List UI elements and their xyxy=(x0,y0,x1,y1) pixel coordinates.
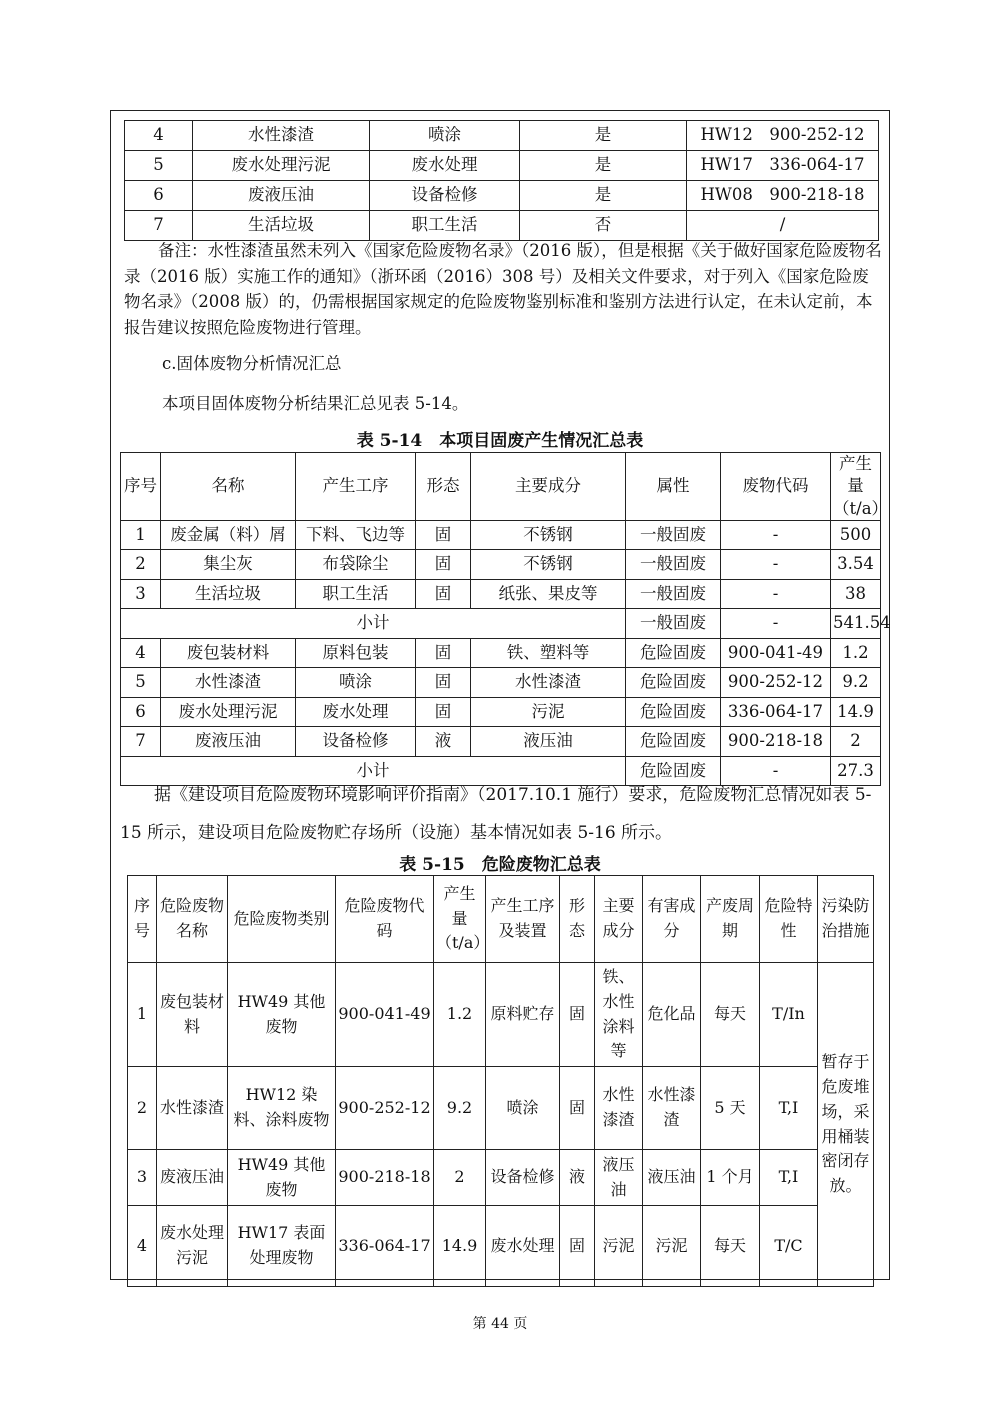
table-cell: 4 xyxy=(125,121,193,151)
column-header: 产废周期 xyxy=(701,876,760,963)
table-cell: - xyxy=(721,520,831,550)
table-cell: - xyxy=(721,550,831,580)
subtotal-attribute: 危险固废 xyxy=(626,756,721,786)
table-cell: 38 xyxy=(831,579,881,609)
table-cell: 4 xyxy=(128,1206,157,1287)
table-cell: 固 xyxy=(560,1067,595,1150)
table-cell: HW08 900-218-18 xyxy=(687,181,879,211)
table-cell: 14.9 xyxy=(434,1206,486,1287)
table-cell: 900-218-18 xyxy=(336,1150,434,1206)
table-cell: 设备检修 xyxy=(486,1150,560,1206)
column-header: 主要成分 xyxy=(595,876,643,963)
table-cell: 3 xyxy=(128,1150,157,1206)
table-row xyxy=(121,727,881,757)
table-cell: 液 xyxy=(416,727,471,757)
table-cell: 危险固废 xyxy=(626,668,721,698)
table-cell: 喷涂 xyxy=(370,121,520,151)
table-cell: 9.2 xyxy=(434,1067,486,1150)
table-cell: 喷涂 xyxy=(486,1067,560,1150)
table-cell: 废液压油 xyxy=(157,1150,228,1206)
table-cell: 生活垃圾 xyxy=(193,211,370,241)
table-cell: 336-064-17 xyxy=(336,1206,434,1287)
table-cell: 水性漆渣 xyxy=(161,668,296,698)
table-cell: 水性漆渣 xyxy=(157,1067,228,1150)
column-header: 序号 xyxy=(121,453,161,521)
table-cell: 1 xyxy=(128,963,157,1067)
table-cell: 固 xyxy=(416,638,471,668)
subtotal-code: - xyxy=(721,756,831,786)
para-hazard-summary: 据《建设项目危险废物环境影响评价指南》（2017.10.1 施行）要求，危险废物汇总情况如表 5-15 所示，建设项目危险废物贮存场所（设施）基本情况如表 5-16 所示。 xyxy=(120,785,872,843)
table-cell: 污泥 xyxy=(643,1206,701,1287)
table-cell: T,I xyxy=(760,1150,818,1206)
table-cell: 液压油 xyxy=(643,1150,701,1206)
table-cell: 废水处理污泥 xyxy=(161,697,296,727)
table-cell: 336-064-17 xyxy=(721,697,831,727)
subtotal-attribute: 一般固废 xyxy=(626,609,721,639)
table-cell: 2 xyxy=(831,727,881,757)
table-row xyxy=(121,697,881,727)
table-cell: 6 xyxy=(125,181,193,211)
table-cell: 废水处理污泥 xyxy=(193,151,370,181)
table-cell: 7 xyxy=(121,727,161,757)
table-cell: 原料贮存 xyxy=(486,963,560,1067)
table-cell: HW12 染料、涂料废物 xyxy=(228,1067,336,1150)
table-cell: / xyxy=(687,211,879,241)
table-cell: 一般固废 xyxy=(626,579,721,609)
column-header: 危险特性 xyxy=(760,876,818,963)
note-paragraph: 备注：水性漆渣虽然未列入《国家危险废物名录》（2016 版），但是根据《关于做好国家危险废物名录（2016 版）实施工作的通知》（浙环函（2016）308 号）及相关文件要求，对于列入《国家危险废物名录》（2008 版）的，仍需根据国家规定的危险废物鉴别标准和鉴别方法进行认定，在未认定前，本报告建议按照危险废物进行管理。 xyxy=(124,241,882,337)
table-row xyxy=(121,520,881,550)
column-header: 名称 xyxy=(161,453,296,521)
table-cell: T/C xyxy=(760,1206,818,1287)
table-cell: 职工生活 xyxy=(296,579,416,609)
table-cell: 否 xyxy=(520,211,687,241)
table-cell: 6 xyxy=(121,697,161,727)
table-cell: 900-252-12 xyxy=(721,668,831,698)
subtotal-amount: 27.3 xyxy=(831,756,881,786)
table-row xyxy=(128,1067,874,1150)
column-header: 产生工序 xyxy=(296,453,416,521)
table-cell: 一般固废 xyxy=(626,550,721,580)
column-header: 属性 xyxy=(626,453,721,521)
table-cell: 900-218-18 xyxy=(721,727,831,757)
table-cell: 不锈钢 xyxy=(471,520,626,550)
table-cell: 7 xyxy=(125,211,193,241)
table-cell: 水性漆渣 xyxy=(193,121,370,151)
table-cell: 水性漆渣 xyxy=(595,1067,643,1150)
table-cell: 固 xyxy=(416,579,471,609)
table-row xyxy=(121,638,881,668)
table-cell: 2 xyxy=(128,1067,157,1150)
subtotal-row xyxy=(121,609,881,639)
table-row xyxy=(125,211,879,241)
table-cell: 5 xyxy=(125,151,193,181)
table-row xyxy=(128,1150,874,1206)
table-cell: 1.2 xyxy=(831,638,881,668)
table-5-14 xyxy=(120,452,891,786)
table-cell: 废水处理污泥 xyxy=(157,1206,228,1287)
table-cell: 液压油 xyxy=(471,727,626,757)
table-cell: 生活垃圾 xyxy=(161,579,296,609)
table-cell: T,I xyxy=(760,1067,818,1150)
column-header: 污染防治措施 xyxy=(818,876,874,963)
table-cell: 每天 xyxy=(701,963,760,1067)
table-cell: 原料包装 xyxy=(296,638,416,668)
table-cell: 液压油 xyxy=(595,1150,643,1206)
table-row xyxy=(121,550,881,580)
table-cell: 4 xyxy=(121,638,161,668)
table-row xyxy=(125,151,879,181)
table-cell: 2 xyxy=(434,1150,486,1206)
table-cell: 废包装材料 xyxy=(157,963,228,1067)
table-cell: 废水处理 xyxy=(296,697,416,727)
column-header: 产生量（t/a） xyxy=(831,453,881,521)
table-header-row xyxy=(121,453,881,521)
table-cell: 喷涂 xyxy=(296,668,416,698)
column-header: 序号 xyxy=(128,876,157,963)
table-cell: 污泥 xyxy=(471,697,626,727)
table-cell: 纸张、果皮等 xyxy=(471,579,626,609)
table-cell: 1 xyxy=(121,520,161,550)
table-cell: 不锈钢 xyxy=(471,550,626,580)
table-row xyxy=(128,963,874,1067)
table-cell: 水性漆渣 xyxy=(471,668,626,698)
column-header: 危险废物类别 xyxy=(228,876,336,963)
column-header: 有害成分 xyxy=(643,876,701,963)
intro-paragraph: 本项目固体废物分析结果汇总见表 5-14。 xyxy=(162,394,469,413)
table-cell: 1.2 xyxy=(434,963,486,1067)
pollution-control-measure: 暂存于危废堆场，采用桶装密闭存放。 xyxy=(818,963,874,1287)
table-cell: 是 xyxy=(520,151,687,181)
column-header: 产生量（t/a） xyxy=(434,876,486,963)
column-header: 产生工序及装置 xyxy=(486,876,560,963)
table-cell: 危险固废 xyxy=(626,727,721,757)
table-cell: 9.2 xyxy=(831,668,881,698)
table-cell: 废液压油 xyxy=(193,181,370,211)
column-header: 主要成分 xyxy=(471,453,626,521)
table-cell: HW49 其他废物 xyxy=(228,963,336,1067)
table-cell: HW12 900-252-12 xyxy=(687,121,879,151)
table-cell: 废金属（料）屑 xyxy=(161,520,296,550)
table-cell: 废液压油 xyxy=(161,727,296,757)
table-cell: 危化品 xyxy=(643,963,701,1067)
table-cell: 5 xyxy=(121,668,161,698)
table-row xyxy=(128,1206,874,1287)
table-cell: 设备检修 xyxy=(296,727,416,757)
table-cell: 900-041-49 xyxy=(336,963,434,1067)
table-cell: HW49 其他废物 xyxy=(228,1150,336,1206)
table-cell: - xyxy=(721,579,831,609)
table-cell: 水性漆渣 xyxy=(643,1067,701,1150)
table-cell: 固 xyxy=(416,520,471,550)
table-cell: 3.54 xyxy=(831,550,881,580)
table-cell: 布袋除尘 xyxy=(296,550,416,580)
table-cell: T/In xyxy=(760,963,818,1067)
table-cell: HW17 336-064-17 xyxy=(687,151,879,181)
table-5-14-caption: 表 5-14 本项目固废产生情况汇总表 xyxy=(356,431,644,451)
subtotal-code: - xyxy=(721,609,831,639)
table-cell: 危险固废 xyxy=(626,638,721,668)
waste-identification-table xyxy=(124,120,879,241)
table-cell: 铁、水性涂料等 xyxy=(595,963,643,1067)
table-row xyxy=(125,181,879,211)
table-cell: 900-252-12 xyxy=(336,1067,434,1150)
table-cell: 设备检修 xyxy=(370,181,520,211)
table-cell: HW17 表面处理废物 xyxy=(228,1206,336,1287)
table-cell: 2 xyxy=(121,550,161,580)
table-cell: 液 xyxy=(560,1150,595,1206)
table-cell: 废水处理 xyxy=(370,151,520,181)
table-row xyxy=(125,121,879,151)
column-header: 形态 xyxy=(560,876,595,963)
table-cell: 是 xyxy=(520,181,687,211)
table-cell: 是 xyxy=(520,121,687,151)
table-header-row xyxy=(128,876,874,963)
table-cell: 900-041-49 xyxy=(721,638,831,668)
table-cell: 每天 xyxy=(701,1206,760,1287)
table-cell: 废包装材料 xyxy=(161,638,296,668)
table-cell: 3 xyxy=(121,579,161,609)
column-header: 废物代码 xyxy=(721,453,831,521)
page-number: 第 44 页 xyxy=(472,1316,528,1332)
subtotal-amount: 541.54 xyxy=(831,609,881,639)
table-cell: 14.9 xyxy=(831,697,881,727)
table-cell: 固 xyxy=(416,668,471,698)
column-header: 形态 xyxy=(416,453,471,521)
table-cell: 固 xyxy=(416,550,471,580)
table-cell: 5 天 xyxy=(701,1067,760,1150)
table-cell: 集尘灰 xyxy=(161,550,296,580)
column-header: 危险废物名称 xyxy=(157,876,228,963)
table-cell: 废水处理 xyxy=(486,1206,560,1287)
subtotal-label: 小计 xyxy=(121,609,626,639)
subtotal-label: 小计 xyxy=(121,756,626,786)
table-cell: 500 xyxy=(831,520,881,550)
table-cell: 危险固废 xyxy=(626,697,721,727)
column-header: 危险废物代码 xyxy=(336,876,434,963)
table-cell: 1 个月 xyxy=(701,1150,760,1206)
table-cell: 固 xyxy=(416,697,471,727)
table-cell: 铁、塑料等 xyxy=(471,638,626,668)
section-heading: c.固体废物分析情况汇总 xyxy=(162,354,342,373)
table-row xyxy=(121,579,881,609)
table-cell: 固 xyxy=(560,1206,595,1287)
table-5-15 xyxy=(127,875,874,1287)
table-cell: 污泥 xyxy=(595,1206,643,1287)
table-5-15-caption: 表 5-15 危险废物汇总表 xyxy=(399,855,601,875)
table-cell: 下料、飞边等 xyxy=(296,520,416,550)
table-cell: 固 xyxy=(560,963,595,1067)
table-cell: 职工生活 xyxy=(370,211,520,241)
table-cell: 一般固废 xyxy=(626,520,721,550)
table-row xyxy=(121,668,881,698)
